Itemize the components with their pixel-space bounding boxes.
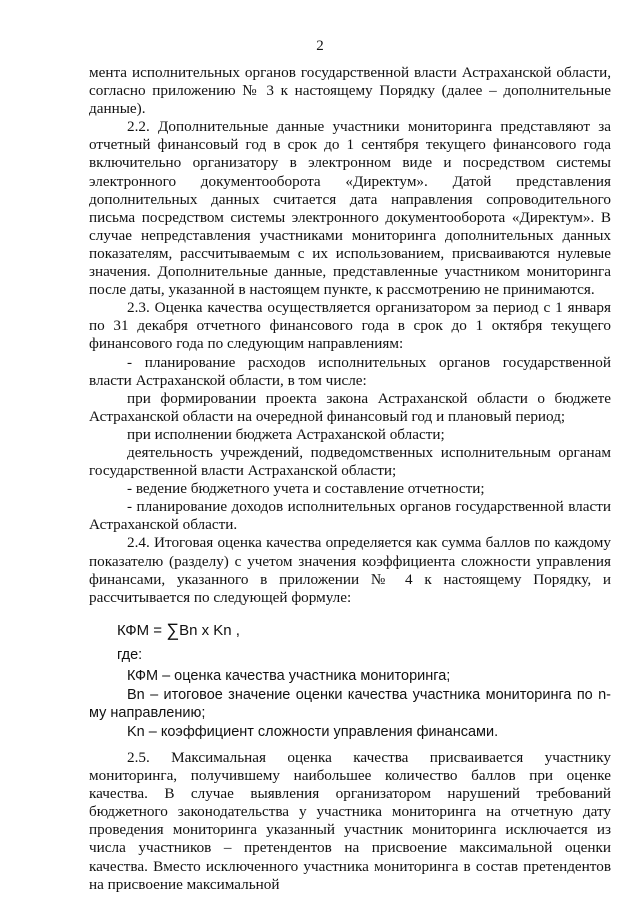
list-item-revenue-planning: - планирование доходов исполнительных органов государственной власти Астраханской области. xyxy=(89,498,611,534)
paragraph-2-5: 2.5. Максимальная оценка качества присваивается участнику мониторинга, получившему наибольшее количество баллов при оценке качества. В случае выявления организатором нарушений требований бюджетного законодательства у участника мониторинга на отчетную дату проведения мониторинга указанный участник мониторинга исключается из числа участников – претендентов на присвоение максимальной оценки качества. Вместо исключенного участника мониторинга в состав претендентов на присвоение максимальной xyxy=(89,749,611,893)
paragraph-2-3: 2.3. Оценка качества осуществляется организатором за период с 1 января по 31 декабря отчетного финансового года в срок до 1 октября текущего финансового года по следующим направлениям: xyxy=(89,299,611,353)
paragraph-continuation: мента исполнительных органов государственной власти Астраханской области, согласно приложению № 3 к настоящему Порядку (далее – дополнительные данные). xyxy=(89,64,611,118)
paragraph-2-4: 2.4. Итоговая оценка качества определяется как сумма баллов по каждому показателю (разделу) с учетом значения коэффициента сложности управления финансами, указанного в приложении № 4 к настоящему Порядку, и рассчитывается по следующей формуле: xyxy=(89,534,611,606)
paragraph-2-2: 2.2. Дополнительные данные участники мониторинга представляют за отчетный финансовый год в срок до 1 сентября текущего финансового года включительно организатору в электронном виде и посредством системы электронного документооборота «Директум». Датой представления дополнительных данных считается дата направления сопроводительного письма посредством системы электронного документооборота «Директум». В случае непредставления участниками мониторинга дополнительных данных показателям, рассчитываемым с их использованием, присваиваются нулевые значения. Дополнительные данные, представленные участником мониторинга после даты, указанной в настоящем пункте, к рассмотрению не принимаются. xyxy=(89,118,611,299)
formula-lhs: КФМ = xyxy=(117,621,167,639)
formula xyxy=(117,621,611,640)
spacer xyxy=(89,741,611,749)
definition-bn: Bn – итоговое значение оценки качества участника мониторинга по n-му направлению; xyxy=(89,686,611,721)
where-label: где: xyxy=(117,646,143,663)
document-body xyxy=(89,64,611,894)
list-item-institutions: деятельность учреждений, подведомственных исполнительным органам государственной власти Астраханской области; xyxy=(89,443,611,480)
formula-rhs: Bn x Kn xyxy=(179,621,232,639)
list-item-accounting: - ведение бюджетного учета и составление отчетности; xyxy=(127,480,485,498)
definition-kfm: КФМ – оценка качества участника мониторинга; xyxy=(127,668,451,684)
list-item-expense-planning: - планирование расходов исполнительных органов государственной власти Астраханской области, в том числе: xyxy=(89,353,611,389)
list-item-budget-execution: при исполнении бюджета Астраханской области; xyxy=(127,425,445,443)
definition-kn: Kn – коэффициент сложности управления финансами. xyxy=(127,723,499,740)
list-item-budget-law: при формировании проекта закона Астраханской области о бюджете Астраханской области на очередной финансовый год и плановый период; xyxy=(89,389,611,425)
page-number: 2 xyxy=(316,38,324,54)
formula-trail: , xyxy=(231,621,240,639)
sum-sign: ∑ xyxy=(166,619,180,640)
